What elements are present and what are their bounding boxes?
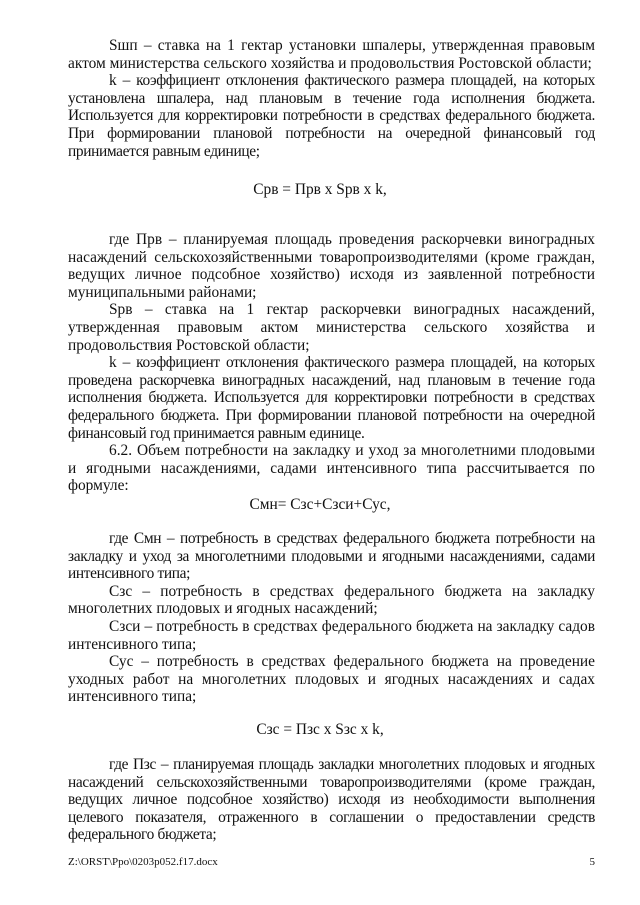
paragraph-s-us: Сус – потребность в средствах федерального бюджета на проведение уходных работ на многолетних плодовых и ягодных насаждениях и садах интенсивного типа; <box>68 653 595 706</box>
page-number: 5 <box>589 856 595 868</box>
paragraph-s-zs: Сзс – потребность в средствах федерального бюджета на закладку многолетних плодовых и ягодных насаждений; <box>68 582 595 618</box>
page-footer <box>68 856 595 869</box>
paragraph-k-uprooting: k – коэффициент отклонения фактического размера площадей, на которых проведена раскорчевка виноградных насаждений, над плановым в течение года исполнения бюджета. Используется для корректировки потребности в средствах федерального бюджета. При формировании плановой потребности на очередной финансовый год принимается равным единице. <box>68 354 595 442</box>
file-path: Z:\ORST\Ppo\0203p052.f17.docx <box>68 856 218 868</box>
paragraph-6-2: 6.2. Объем потребности на закладку и уход за многолетними плодовыми и ягодными насаждениями, садами интенсивного типа рассчитывается по формуле: <box>68 442 595 495</box>
text-block-3 <box>68 530 595 706</box>
text-block-2 <box>68 231 595 495</box>
paragraph-p-zs: где Пзс – планируемая площадь закладки многолетних плодовых и ягодных насаждений сельскохозяйственными товаропроизводителями (кроме граждан, ведущих личное подсобное хозяйство) исходя из необходимости выполнения целевого показателя, отраженного в соглашении о предоставлении средств федерального бюджета; <box>68 756 595 844</box>
formula-smn: Смн= Сзс+Сзси+Сус, <box>249 496 391 513</box>
formula-srv: Срв = Прв х Sрв х k, <box>253 181 387 198</box>
paragraph-s-shp: Sшп – ставка на 1 гектар установки шпалеры, утвержденная правовым актом министерства сельского хозяйства и продовольствия Ростовской области; <box>68 37 595 72</box>
paragraph-s-zsi: Сзси – потребность в средствах федерального бюджета на закладку садов интенсивного типа; <box>68 617 595 653</box>
text-block-1 <box>68 37 595 160</box>
paragraph-s-mn: где Смн – потребность в средствах федерального бюджета потребности на закладку и уход за многолетними плодовыми и ягодными насаждениями, садами интенсивного типа; <box>68 530 595 583</box>
paragraph-s-rv: Sрв – ставка на 1 гектар раскорчевки виноградных насаждений, утвержденная правовым актом министерства сельского хозяйства и продовольствия Ростовской области; <box>68 301 595 354</box>
paragraph-p-rv: где Прв – планируемая площадь проведения раскорчевки виноградных насаждений сельскохозяйственными товаропроизводителями (кроме граждан, ведущих личное подсобное хозяйство) исходя из заявленной потребности муниципальными районами; <box>68 231 595 301</box>
paragraph-k-trellis: k – коэффициент отклонения фактического размера площадей, на которых установлена шпалера, над плановым в течение года исполнения бюджета. Используется для корректировки потребности в средствах федерального бюджета. При формировании плановой потребности на очередной финансовый год принимается равным единице; <box>68 72 595 160</box>
formula-szs: Сзс = Пзс х Sзс х k, <box>256 721 384 738</box>
text-block-4 <box>68 756 595 844</box>
